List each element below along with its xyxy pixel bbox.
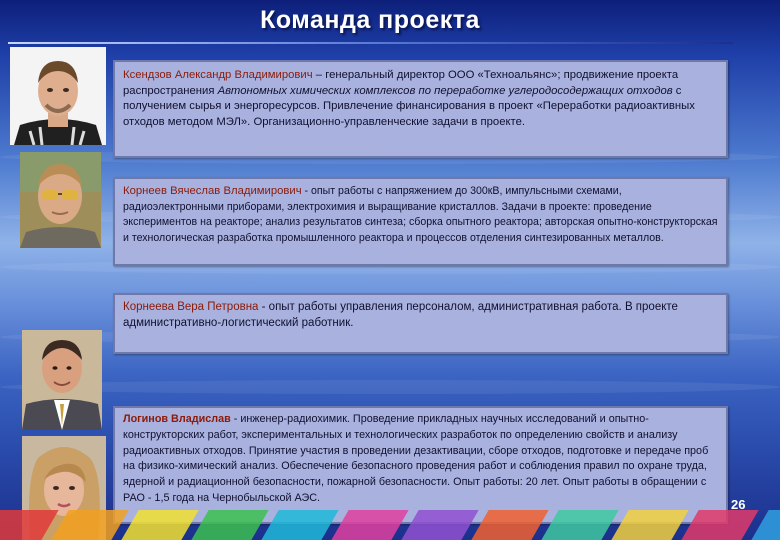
- page-title: Команда проекта: [260, 6, 480, 34]
- photo-loginov: [22, 330, 102, 430]
- member-description: - опыт работы с напряжением до 300кВ, импульсными схемами, радиоэлектронными приборами, электрохимия и выращивание кристаллов. Задачи в проекте: проведение экспериментов на реакторе; анализ результатов синтеза; сборка опытного реактора; авторская опытно-конструкторская и технологическая разработка промышленного реактора и процессов отделения синтезированных металлов.: [123, 185, 718, 244]
- member-description: - опыт работы управления персоналом, административная работа. В проекте административно-логистический работник.: [123, 301, 678, 330]
- member-card-loginov: [113, 406, 728, 524]
- decorative-stripes: [0, 510, 780, 540]
- member-name: Корнеев Вячеслав Владимирович: [123, 185, 302, 197]
- member-description-italic: Автономных химических комплексов по переработке углеродосодержащих отходов: [217, 84, 673, 97]
- photo-ksendzov: [10, 47, 106, 145]
- member-name: Логинов Владислав: [123, 413, 231, 425]
- member-description: - инженер-радиохимик. Проведение прикладных научных исследований и опытно-конструкторских работ, экспериментальных и технологических разработок по определению свойств и анализу радиоактивных отходов. Принятие участия в проведении дезактивации, сборе отходов, подготовке и передаче проб на физико-химический анализ. Обеспечение безопасного проведения работ и соблюдения правил по охране труда, ядерной и радиационной безопасности, пожарной безопасности. Опыт работы: 20 лет. Опыт работы в обращении с РАО - 1,5 года на Чернобыльской АЭС.: [123, 413, 709, 504]
- title-divider: [8, 42, 733, 44]
- member-description: – генеральный директор ООО «Техноальянс»; продвижение проекта распространения: [123, 69, 679, 97]
- photo-korneev: [20, 152, 101, 248]
- member-name: Ксендзов Александр Владимирович: [123, 69, 313, 81]
- member-card-korneeva: [113, 293, 728, 354]
- member-card-korneev: [113, 177, 728, 266]
- member-card-ksendzov: [113, 60, 728, 158]
- member-name: Корнеева Вера Петровна: [123, 301, 259, 313]
- member-description-cont: с получением сырья и энергоресурсов. Привлечение финансирования в проект «Переработки радиоактивных отходов методом МЭЛ». Организационно-управленческие задачи в проекте.: [123, 84, 695, 128]
- page-number: 26: [731, 497, 746, 512]
